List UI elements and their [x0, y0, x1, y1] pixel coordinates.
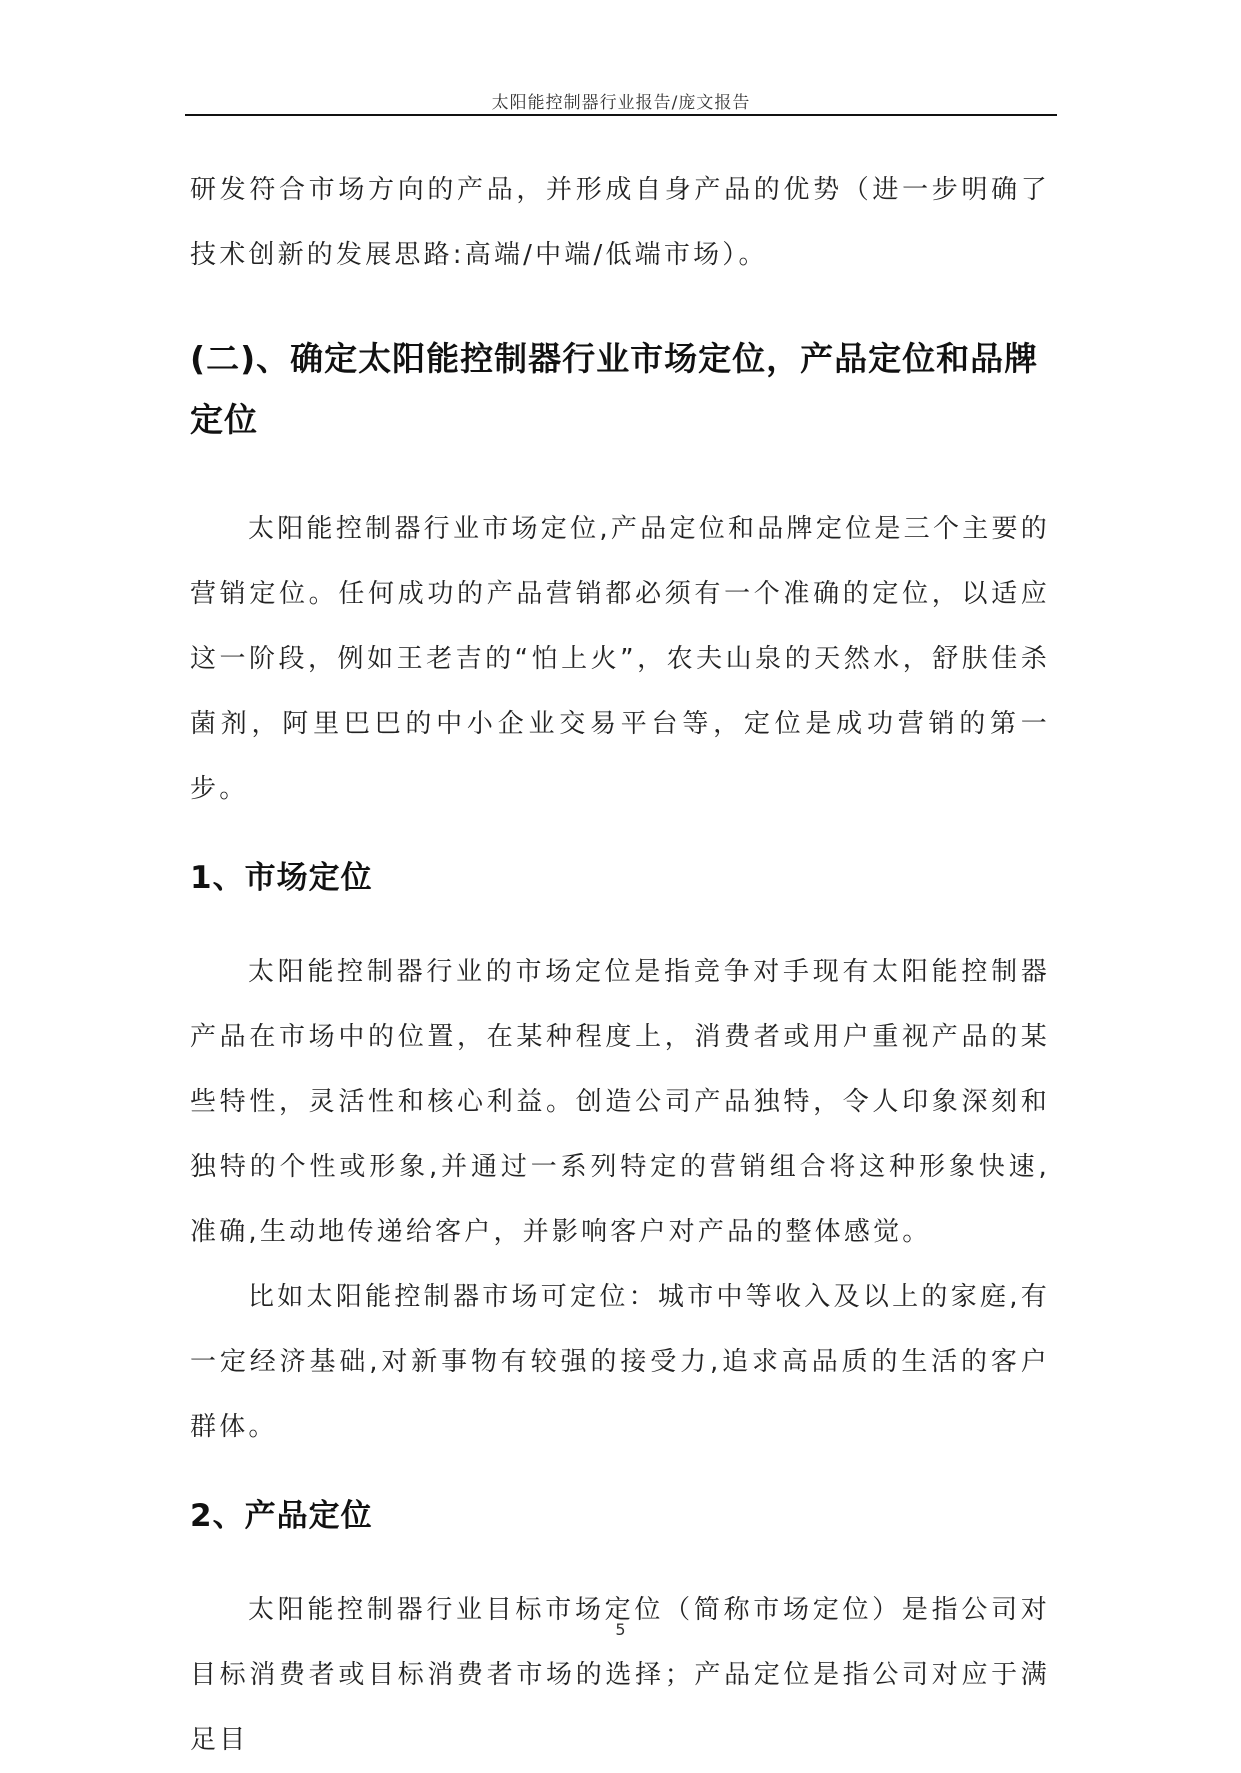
page-content: [190, 158, 1050, 1773]
paragraph: 比如太阳能控制器市场可定位：城市中等收入及以上的家庭,有一定经济基础,对新事物有较强的接受力,追求高品质的生活的客户群体。: [190, 1282, 1050, 1442]
paragraph: 研发符合市场方向的产品，并形成自身产品的优势（进一步明确了技术创新的发展思路:高端/中端/低端市场）。: [190, 175, 1050, 270]
paragraph: 太阳能控制器行业的市场定位是指竞争对手现有太阳能控制器产品在市场中的位置，在某种程度上，消费者或用户重视产品的某些特性，灵活性和核心利益。创造公司产品独特，令人印象深刻和独特的个性或形象,并通过一系列特定的营销组合将这种形象快速,准确,生动地传递给客户，并影响客户对产品的整体感觉。: [190, 957, 1050, 1247]
running-header: 太阳能控制器行业报告/庞文报告: [491, 93, 751, 113]
header-rule: [185, 114, 1057, 116]
subsection-heading-market-positioning: 1、市场定位: [190, 860, 373, 896]
section-heading: (二)、确定太阳能控制器行业市场定位，产品定位和品牌定位: [190, 339, 1039, 439]
paragraph: 太阳能控制器行业市场定位,产品定位和品牌定位是三个主要的营销定位。任何成功的产品营销都必须有一个准确的定位，以适应这一阶段，例如王老吉的“怕上火”，农夫山泉的天然水，舒肤佳杀菌剂，阿里巴巴的中小企业交易平台等，定位是成功营销的第一步。: [190, 514, 1050, 804]
page-number: 5: [615, 1620, 626, 1639]
paragraph: 太阳能控制器行业目标市场定位（简称市场定位）是指公司对目标消费者或目标消费者市场的选择；产品定位是指公司对应于满足目: [190, 1595, 1050, 1755]
subsection-heading-product-positioning: 2、产品定位: [190, 1498, 373, 1534]
